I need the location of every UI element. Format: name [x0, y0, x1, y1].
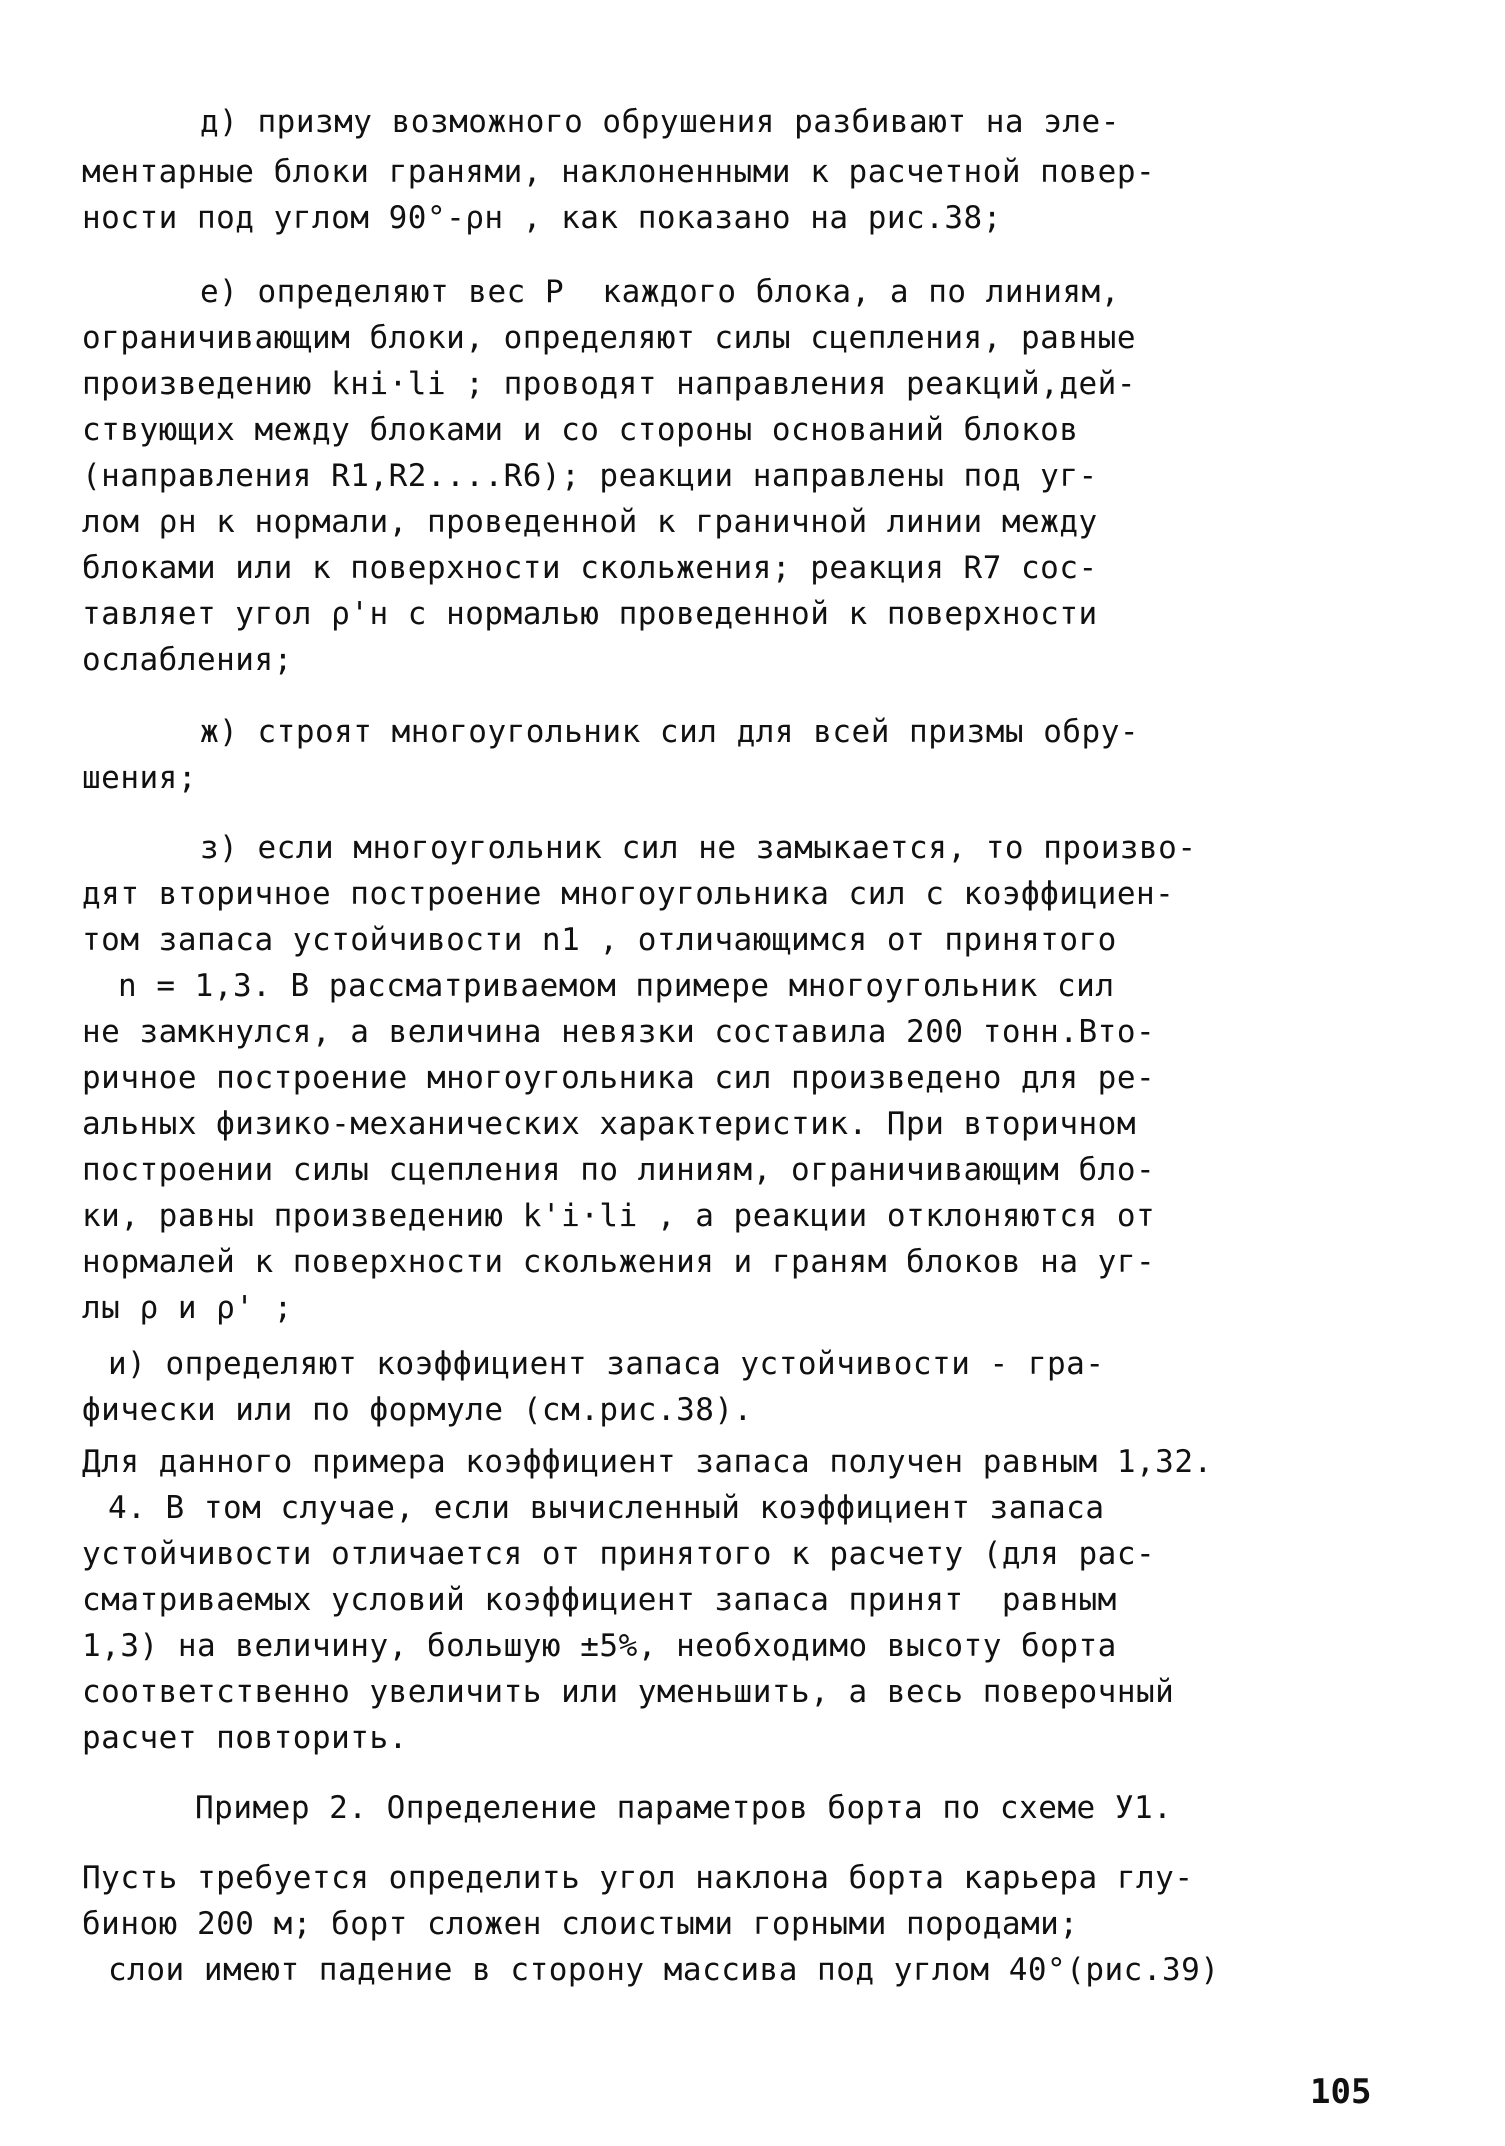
text-line: альных физико-механических характеристик. При вторичном — [82, 1106, 1136, 1142]
text-line: ствующих между блоками и со стороны оснований блоков — [82, 412, 1079, 448]
text-line: лом ρн к нормали, проведенной к граничной линии между — [82, 504, 1098, 540]
text-line: построении силы сцепления по линиям, ограничивающим бло- — [82, 1152, 1156, 1188]
text-line: д) призму возможного обрушения разбивают на эле- — [200, 104, 1120, 140]
text-line: Для данного примера коэффициент запаса получен равным 1,32. — [82, 1444, 1213, 1480]
text-line: ричное построение многоугольника сил произведено для ре- — [82, 1060, 1156, 1096]
text-line: биною 200 м; борт сложен слоистыми горными породами; — [82, 1906, 1079, 1942]
text-line: ограничивающим блоки, определяют силы сцепления, равные — [82, 320, 1136, 356]
text-line: том запаса устойчивости n1 , отличающимся от принятого — [82, 922, 1117, 958]
text-line: ослабления; — [82, 642, 293, 678]
text-line: n = 1,3. В рассматриваемом примере многоугольник сил — [118, 968, 1115, 1004]
text-line: фически или по формуле (см.рис.38). — [82, 1392, 753, 1428]
text-line: нормалей к поверхности скольжения и граням блоков на уг- — [82, 1244, 1156, 1280]
page-number: 105 — [1310, 2072, 1372, 2112]
text-line: 1,3) на величину, большую ±5%, необходимо высоту борта — [82, 1628, 1117, 1664]
text-line: устойчивости отличается от принятого к расчету (для рас- — [82, 1536, 1156, 1572]
text-line: Пусть требуется определить угол наклона борта карьера глу- — [82, 1860, 1194, 1896]
section-heading: Пример 2. Определение параметров борта по схеме У1. — [195, 1790, 1173, 1826]
text-line: ментарные блоки гранями, наклоненными к расчетной повер- — [82, 154, 1156, 190]
text-line: блоками или к поверхности скольжения; реакция R7 сос- — [82, 550, 1098, 586]
text-line: ж) строят многоугольник сил для всей призмы обру- — [200, 714, 1140, 750]
text-line: произведению kнi·li ; проводят направления реакций,дей- — [82, 366, 1136, 402]
text-line: не замкнулся, а величина невязки составила 200 тонн.Вто- — [82, 1014, 1156, 1050]
text-line: ности под углом 90°-ρн , как показано на рис.38; — [82, 200, 1002, 236]
text-line: расчет повторить. — [82, 1720, 408, 1756]
text-line: лы ρ и ρ' ; — [82, 1290, 293, 1326]
text-line: соответственно увеличить или уменьшить, а весь поверочный — [82, 1674, 1175, 1710]
text-line: и) определяют коэффициент запаса устойчивости - гра- — [108, 1346, 1105, 1382]
text-line: ки, равны произведению k'i·li , а реакции отклоняются от — [82, 1198, 1156, 1234]
text-line: дят вторичное построение многоугольника сил с коэффициен- — [82, 876, 1175, 912]
text-line: е) определяют вес P каждого блока, а по линиям, — [200, 274, 1120, 310]
text-line: слои имеют падение в сторону массива под углом 40°(рис.39) — [108, 1952, 1220, 1988]
text-line: шения; — [82, 760, 197, 796]
text-line: (направления R1,R2....R6); реакции направлены под уг- — [82, 458, 1098, 494]
text-line: з) если многоугольник сил не замыкается, то произво- — [200, 830, 1197, 866]
text-line: 4. В том случае, если вычисленный коэффициент запаса — [108, 1490, 1105, 1526]
text-line: тавляет угол ρ'н с нормалью проведенной к поверхности — [82, 596, 1098, 632]
text-line: сматриваемых условий коэффициент запаса принят равным — [82, 1582, 1117, 1618]
